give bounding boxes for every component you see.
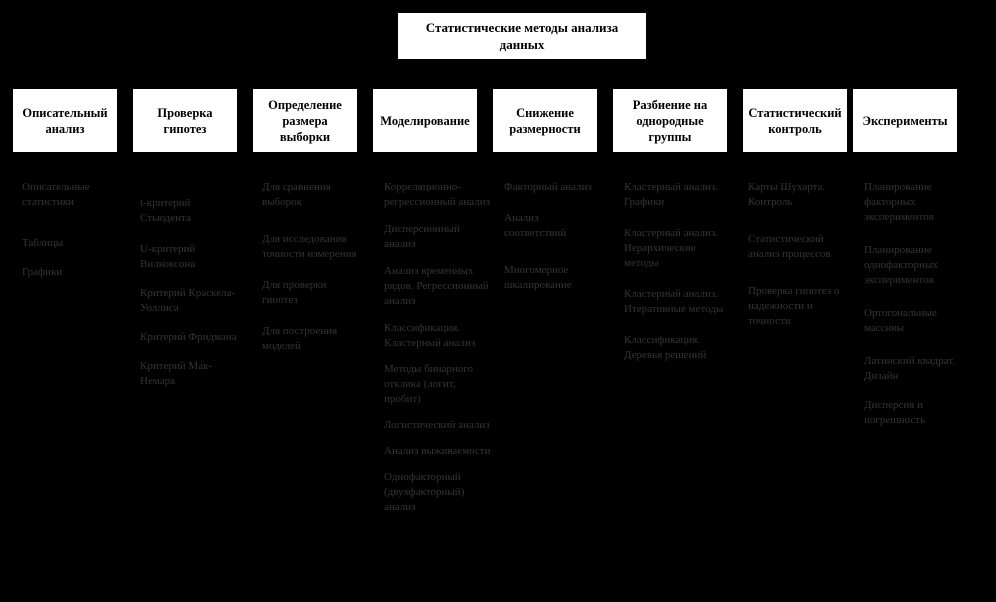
list-item[interactable]: Кластерный анализ. Графики	[624, 181, 718, 208]
root-title-label: Статистические методы анализа данных	[425, 20, 619, 52]
category-label-grouping: Разбиение на однородные группы	[632, 97, 708, 144]
list-item[interactable]: Планирование однофакторных экспериментов	[864, 244, 938, 286]
list-item[interactable]: Описательные статистики	[22, 181, 90, 208]
root-title-box	[396, 11, 648, 61]
list-item[interactable]: Кластерный анализ. Иерархические методы	[624, 227, 718, 269]
list-item[interactable]: Для исследования точности измерения	[262, 233, 357, 260]
category-label-modeling: Моделирование	[380, 113, 470, 128]
list-item[interactable]: Однофакторный (двухфакторный) анализ	[384, 471, 465, 513]
list-item[interactable]: Методы бинарного отклика (логит, пробит)	[384, 363, 473, 405]
list-item[interactable]: Логистический анализ	[384, 419, 490, 431]
list-item[interactable]: Многомерное шкалирование	[504, 264, 572, 291]
item-list-statistical-control	[748, 180, 844, 340]
list-item[interactable]: t-критерий Стьюдента	[140, 197, 191, 224]
list-item[interactable]: Для построения моделей	[262, 325, 338, 352]
list-item[interactable]: Латинский квадрат. Дизайн	[864, 355, 956, 382]
list-item[interactable]: Классификация. Деревья решений	[624, 334, 707, 361]
category-label-experiments: Эксперименты	[862, 113, 948, 128]
item-list-experiments	[864, 180, 968, 439]
list-item[interactable]: Проверка гипотез о надежности и точности	[748, 285, 840, 327]
list-item[interactable]: Кластерный анализ. Итеративные методы	[624, 288, 724, 315]
list-item[interactable]: Планирование факторных экспериментов	[864, 181, 934, 223]
list-item[interactable]: Критерий Мак-Немара	[140, 360, 213, 387]
list-item[interactable]: Анализ соответствий	[504, 212, 567, 239]
category-label-dimension-reduction: Снижение размерности	[509, 105, 581, 136]
category-box-sample-size[interactable]	[251, 87, 359, 154]
category-label-hypothesis: Проверка гипотез	[157, 105, 213, 136]
list-item[interactable]: Ортогональные массивы	[864, 307, 937, 334]
list-item[interactable]: Анализ выживаемости	[384, 445, 491, 457]
list-item[interactable]: Таблицы	[22, 237, 64, 249]
category-box-statistical-control[interactable]	[741, 87, 849, 154]
list-item[interactable]: Дисперсионный анализ	[384, 223, 460, 250]
item-list-dimension-reduction	[504, 180, 600, 304]
category-box-descriptive[interactable]	[11, 87, 119, 154]
list-item[interactable]: Критерий Краскела-Уоллиса	[140, 287, 236, 314]
item-list-hypothesis	[140, 196, 238, 400]
list-item[interactable]: Для проверки гипотез	[262, 279, 327, 306]
list-item[interactable]: Графики	[22, 266, 63, 278]
list-item[interactable]: Карты Шухарта. Контроль	[748, 181, 826, 208]
list-item[interactable]: Критерий Фридмана	[140, 331, 237, 343]
category-box-experiments[interactable]	[851, 87, 959, 154]
category-label-statistical-control: Статистический контроль	[748, 105, 842, 136]
item-list-sample-size	[262, 180, 360, 365]
list-item[interactable]: Статистический анализ процессов	[748, 233, 831, 260]
category-header-row	[11, 87, 961, 154]
item-list-grouping	[624, 180, 728, 374]
item-list-descriptive	[22, 180, 118, 291]
item-list-modeling	[384, 180, 492, 526]
list-item[interactable]: Классификация. Кластерный анализ	[384, 322, 476, 349]
list-item[interactable]: Факторный анализ	[504, 181, 592, 193]
category-box-modeling[interactable]	[371, 87, 479, 154]
category-box-dimension-reduction[interactable]	[491, 87, 599, 154]
list-item[interactable]: Дисперсия и погрешность	[864, 399, 926, 426]
list-item[interactable]: Корреляционно-регрессионный анализ	[384, 181, 490, 208]
category-label-sample-size: Определение размера выборки	[268, 97, 342, 144]
category-label-descriptive: Описательный анализ	[22, 105, 108, 136]
list-item[interactable]: Анализ временных рядов. Регрессионный анализ	[384, 265, 489, 307]
category-box-hypothesis[interactable]	[131, 87, 239, 154]
list-item[interactable]: Для сравнения выборок	[262, 181, 331, 208]
category-box-grouping[interactable]	[611, 87, 729, 154]
list-item[interactable]: U-критерий Вилкоксона	[140, 243, 196, 270]
